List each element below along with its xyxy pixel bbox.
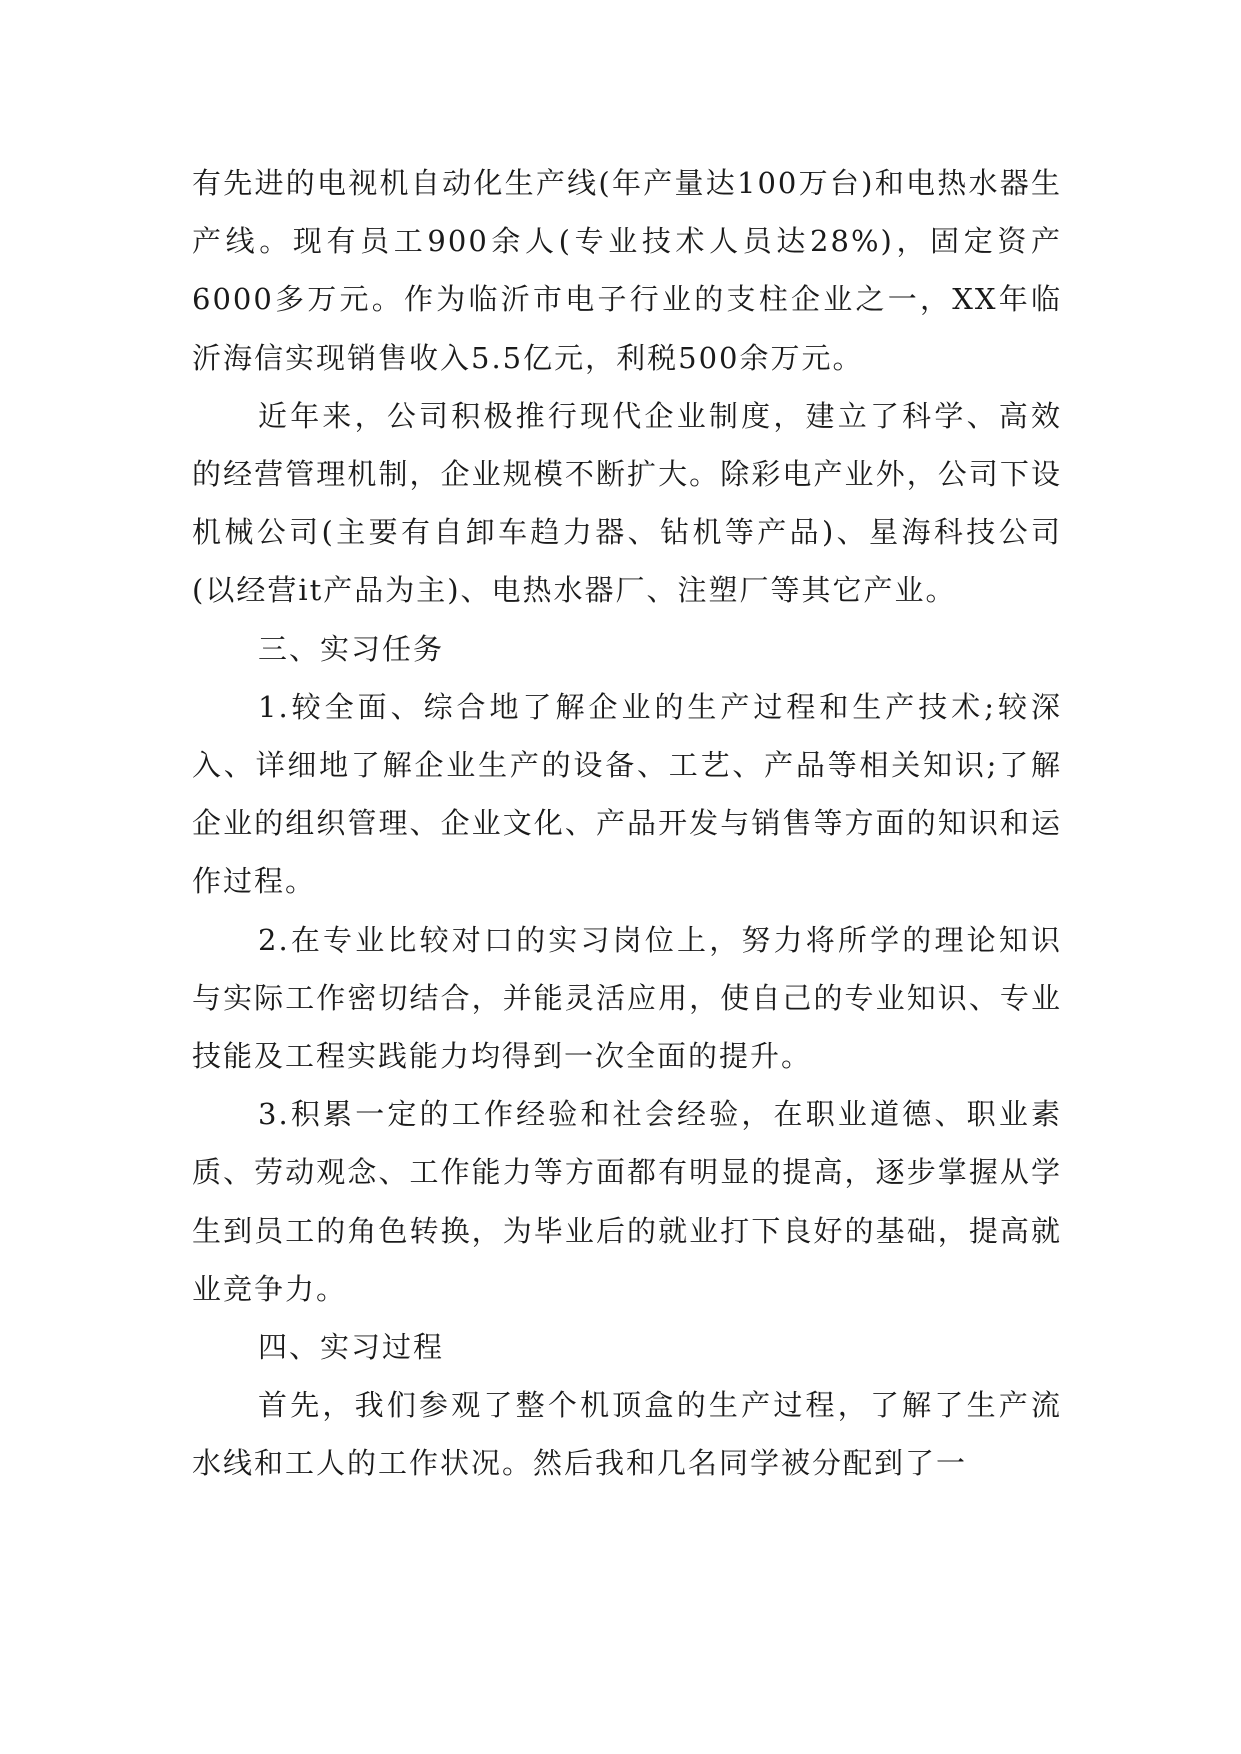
paragraph-company-overview: 有先进的电视机自动化生产线(年产量达100万台)和电热水器生产线。现有员工900余人(专业技术人员达28%)，固定资产6000多万元。作为临沂市电子行业的支柱企业之一，XX年临沂海信实现销售收入5.5亿元，利税500余万元。 xyxy=(192,166,1062,375)
paragraph-task-3: 3.积累一定的工作经验和社会经验，在职业道德、职业素质、劳动观念、工作能力等方面都有明显的提高，逐步掌握从学生到员工的角色转换，为毕业后的就业打下良好的基础，提高就业竞争力。 xyxy=(192,1097,1062,1306)
paragraph-company-development: 近年来，公司积极推行现代企业制度，建立了科学、高效的经营管理机制，企业规模不断扩大。除彩电产业外，公司下设机械公司(主要有自卸车趋力器、钻机等产品)、星海科技公司(以经营it产品为主)、电热水器厂、注塑厂等其它产业。 xyxy=(192,398,1062,608)
paragraph-process-intro: 首先，我们参观了整个机顶盒的生产过程，了解了生产流水线和工人的工作状况。然后我和几名同学被分配到了一 xyxy=(192,1388,1062,1481)
paragraph-task-1: 1.较全面、综合地了解企业的生产过程和生产技术;较深入、详细地了解企业生产的设备、工艺、产品等相关知识;了解企业的组织管理、企业文化、产品开发与销售等方面的知识和运作过程。 xyxy=(192,689,1062,899)
section-heading-internship-tasks: 三、实习任务 xyxy=(258,631,445,666)
document-page xyxy=(192,154,1062,1493)
section-heading-internship-process: 四、实习过程 xyxy=(258,1330,445,1365)
paragraph-task-2: 2.在专业比较对口的实习岗位上，努力将所学的理论知识与实际工作密切结合，并能灵活应用，使自己的专业知识、专业技能及工程实践能力均得到一次全面的提升。 xyxy=(192,922,1062,1074)
